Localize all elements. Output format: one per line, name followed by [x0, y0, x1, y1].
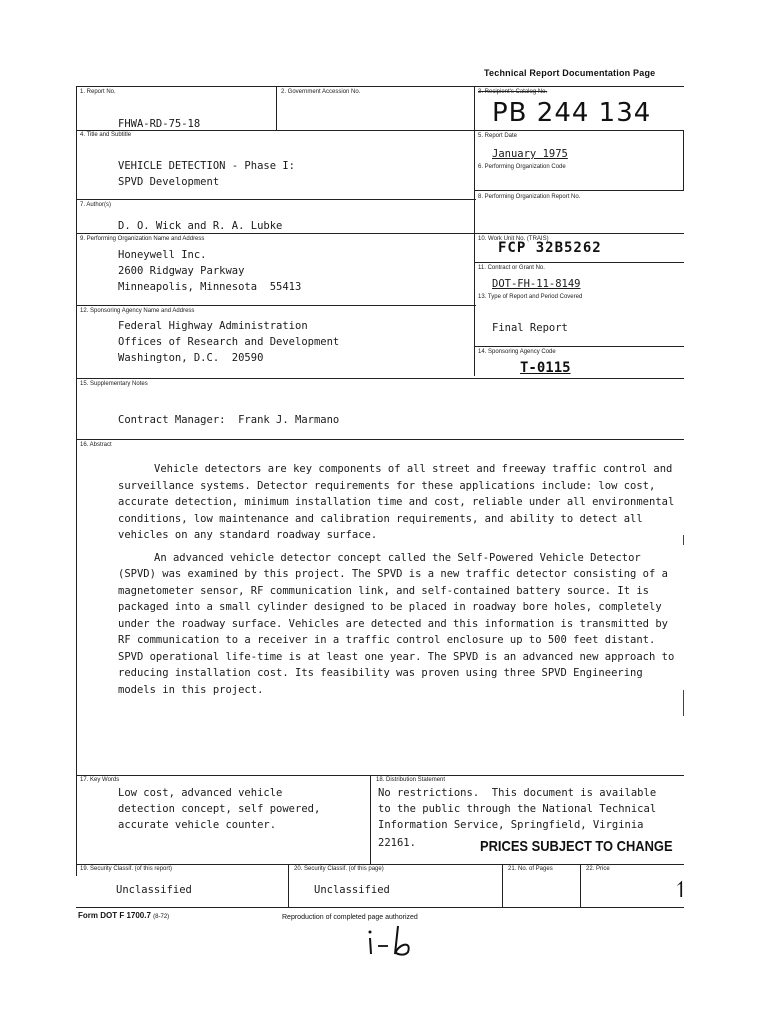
- row-divider: [76, 233, 476, 234]
- perf-org-code-label: 6. Performing Organization Code: [478, 164, 566, 170]
- row-divider: [474, 346, 684, 347]
- row-divider: [76, 378, 684, 379]
- sponsor-line-2: Offices of Research and Development: [118, 336, 340, 348]
- divider: [370, 775, 371, 865]
- report-date-label: 5. Report Date: [478, 133, 518, 139]
- recipient-catalog-label: 3. Recipient's Catalog No.: [478, 89, 548, 95]
- divider: [502, 864, 503, 908]
- form-date: (8-72): [153, 914, 170, 920]
- page-header-title: Technical Report Documentation Page: [484, 68, 656, 78]
- row-divider: [76, 439, 684, 440]
- work-unit-label: 10. Work Unit No. (TRAIS): [478, 236, 549, 242]
- row-divider: [76, 305, 476, 306]
- report-date-value: January 1975: [492, 148, 568, 160]
- abstract-text: [118, 461, 684, 698]
- divider: [580, 864, 581, 908]
- row-divider: [474, 262, 684, 263]
- form-top-border: [76, 86, 684, 87]
- sponsor-code-label: 14. Sponsoring Agency Code: [478, 349, 556, 355]
- reproduction-note: Reproduction of completed page authorized: [282, 914, 418, 921]
- report-no-value: FHWA-RD-75-18: [118, 118, 201, 130]
- form-number: [78, 911, 169, 920]
- sec-page-value: Unclassified: [314, 884, 390, 896]
- sponsor-line-1: Federal Highway Administration: [118, 320, 308, 332]
- title-label: 4. Title and Subtitle: [80, 132, 132, 138]
- supp-notes-label: 15. Supplementary Notes: [80, 381, 148, 387]
- contract-value: DOT-FH-11-8149: [492, 278, 581, 290]
- pb-number: PB 244 134: [492, 98, 652, 128]
- work-unit-value: FCP 32B5262: [498, 240, 602, 256]
- form-id: Form DOT F 1700.7: [78, 911, 151, 920]
- sec-page-label: 20. Security Classif. (of this page): [294, 866, 384, 872]
- perf-org-line-3: Minneapolis, Minnesota 55413: [118, 281, 302, 293]
- row-divider: [474, 130, 684, 131]
- row-divider: [76, 775, 684, 776]
- perf-org-line-2: 2600 Ridgway Parkway: [118, 265, 245, 277]
- row-divider: [76, 864, 684, 865]
- key-words-label: 17. Key Words: [80, 777, 120, 783]
- margin-mark: [683, 690, 684, 716]
- pages-label: 21. No. of Pages: [508, 866, 553, 872]
- perf-org-line-1: Honeywell Inc.: [118, 249, 207, 261]
- key-words-line-3: accurate vehicle counter.: [118, 819, 277, 831]
- report-type-value: Final Report: [492, 322, 568, 334]
- divider: [288, 864, 289, 908]
- sponsor-code-value: T-0115: [520, 360, 571, 376]
- title-line-2: SPVD Development: [118, 176, 220, 188]
- sec-report-value: Unclassified: [116, 884, 192, 896]
- row-divider: [474, 190, 684, 191]
- price-mark: ↿: [672, 878, 691, 903]
- sponsor-line-3: Washington, D.C. 20590: [118, 352, 264, 364]
- handwritten-page-mark: [362, 922, 422, 958]
- authors-label: 7. Author(s): [80, 202, 112, 208]
- accession-label: 2. Government Accession No.: [281, 89, 361, 95]
- perf-org-label: 9. Performing Organization Name and Address: [80, 236, 205, 242]
- title-line-1: VEHICLE DETECTION - Phase I:: [118, 160, 296, 172]
- abstract-paragraph-1: Vehicle detectors are key components of all street and freeway traffic control and surveillance systems. Detector requirements for these applications include: low cost, accurate detection, minimum installation time and cost, reliable under all environmental conditions, low maintenance and calibration requirements, and ability to detect all vehicles on any standard roadway surface.: [118, 463, 675, 541]
- margin-mark: [683, 535, 684, 545]
- perf-org-report-label: 8. Performing Organization Report No.: [478, 194, 581, 200]
- row-divider: [474, 233, 684, 234]
- right-border: [683, 130, 684, 190]
- distribution-label: 18. Distribution Statement: [376, 777, 446, 783]
- supp-notes-value: Contract Manager: Frank J. Marmano: [118, 414, 340, 426]
- prices-stamp: PRICES SUBJECT TO CHANGE: [480, 838, 673, 855]
- report-type-label: 13. Type of Report and Period Covered: [478, 294, 583, 300]
- key-words-line-2: detection concept, self powered,: [118, 803, 321, 815]
- sec-report-label: 19. Security Classif. (of this report): [80, 866, 173, 872]
- row-divider: [76, 130, 476, 131]
- authors-value: D. O. Wick and R. A. Lubke: [118, 220, 283, 232]
- distribution-line-2: to the public through the National Technical: [378, 803, 657, 815]
- price-label: 22. Price: [586, 866, 610, 872]
- abstract-paragraph-2: An advanced vehicle detector concept called the Self-Powered Vehicle Detector (SPVD) was examined by this project. The SPVD is a new traffic detector consisting of a magnetometer sensor, RF communication link, and self-contained battery source. It is packaged into a small cylinder designed to be placed in roadway bore holes, completely under the roadway surface. Vehicles are detected and this information is transmitted by RF communication to a receiver in a traffic control enclosure up to 500 feet distant. SPVD operational life-time is at least one year. The SPVD is an advanced new approach to reducing installation cost. Its feasibility was proven using three SPVD Engineering models in this project.: [118, 551, 675, 696]
- divider: [276, 86, 277, 130]
- report-no-label: 1. Report No.: [80, 89, 116, 95]
- sponsor-label: 12. Sponsoring Agency Name and Address: [80, 308, 195, 314]
- distribution-line-4: 22161.: [378, 837, 416, 849]
- contract-label: 11. Contract or Grant No.: [478, 265, 545, 271]
- form-left-border: [76, 86, 77, 876]
- row-divider: [76, 199, 476, 200]
- form-bottom-border: [76, 907, 684, 908]
- abstract-label: 16. Abstract: [80, 442, 112, 448]
- key-words-line-1: Low cost, advanced vehicle: [118, 787, 283, 799]
- distribution-line-3: Information Service, Springfield, Virginia: [378, 819, 644, 831]
- distribution-line-1: No restrictions. This document is available: [378, 787, 657, 799]
